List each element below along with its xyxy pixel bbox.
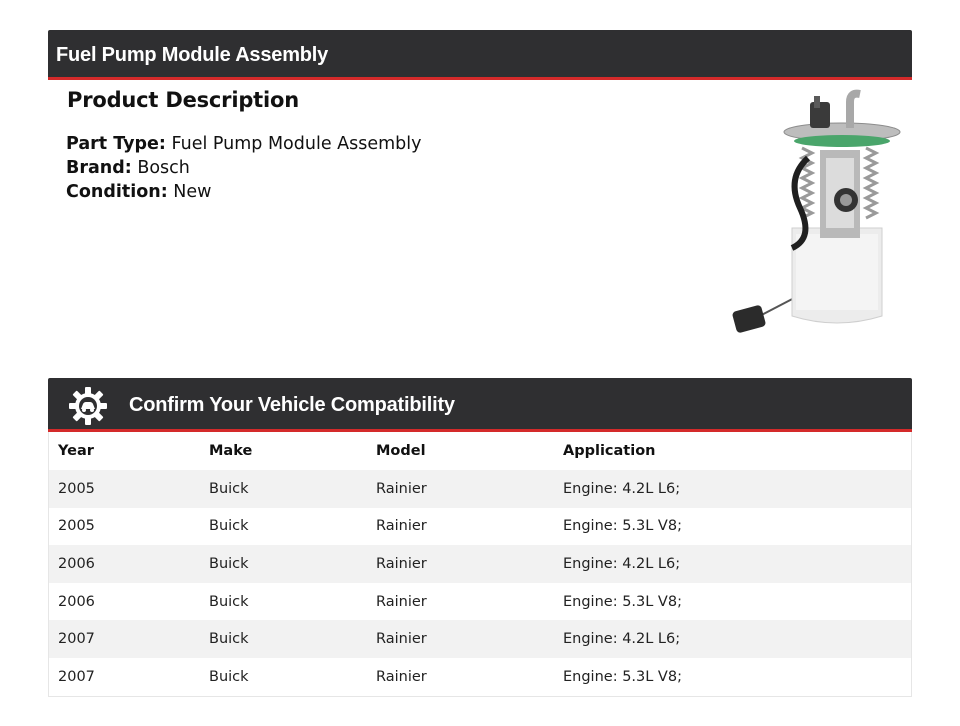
cell-model: Rainier xyxy=(367,508,554,546)
cell-model: Rainier xyxy=(367,583,554,621)
cell-application: Engine: 4.2L L6; xyxy=(554,545,912,583)
product-image xyxy=(722,88,912,344)
product-title: Fuel Pump Module Assembly xyxy=(56,44,329,66)
fuel-pump-illustration xyxy=(722,88,912,344)
column-model: Model xyxy=(376,443,426,459)
spec-value: Bosch xyxy=(137,158,190,178)
cell-application: Engine: 4.2L L6; xyxy=(554,620,912,658)
spec-value: Fuel Pump Module Assembly xyxy=(171,134,422,154)
cell-model: Rainier xyxy=(367,620,554,658)
description-heading: Product Description xyxy=(67,88,299,112)
spec-brand xyxy=(66,156,422,180)
cell-year: 2005 xyxy=(49,508,201,546)
table-row xyxy=(49,545,912,583)
spec-part-type xyxy=(66,132,422,156)
column-year: Year xyxy=(58,443,94,459)
column-make: Make xyxy=(209,443,253,459)
spec-label: Part Type: xyxy=(66,134,166,154)
cell-application: Engine: 5.3L V8; xyxy=(554,658,912,696)
cell-make: Buick xyxy=(200,583,367,621)
cell-make: Buick xyxy=(200,508,367,546)
cell-make: Buick xyxy=(200,658,367,696)
cell-model: Rainier xyxy=(367,545,554,583)
spec-label: Condition: xyxy=(66,182,168,202)
gear-car-icon xyxy=(68,386,108,426)
compatibility-table xyxy=(48,432,912,697)
spec-condition xyxy=(66,180,422,204)
table-row xyxy=(49,583,912,621)
cell-year: 2005 xyxy=(49,470,201,508)
cell-year: 2007 xyxy=(49,658,201,696)
compatibility-banner xyxy=(48,378,912,432)
cell-make: Buick xyxy=(200,620,367,658)
cell-application: Engine: 5.3L V8; xyxy=(554,583,912,621)
table-row xyxy=(49,620,912,658)
cell-make: Buick xyxy=(200,545,367,583)
compatibility-title: Confirm Your Vehicle Compatibility xyxy=(129,394,455,416)
product-description xyxy=(66,88,422,204)
cell-application: Engine: 5.3L V8; xyxy=(554,508,912,546)
table-row xyxy=(49,508,912,546)
table-header-row xyxy=(49,432,912,470)
cell-year: 2006 xyxy=(49,545,201,583)
cell-make: Buick xyxy=(200,470,367,508)
table-row xyxy=(49,658,912,696)
cell-model: Rainier xyxy=(367,658,554,696)
table-row xyxy=(49,470,912,508)
spec-label: Brand: xyxy=(66,158,132,178)
spec-value: New xyxy=(173,182,212,202)
cell-year: 2006 xyxy=(49,583,201,621)
cell-application: Engine: 4.2L L6; xyxy=(554,470,912,508)
cell-year: 2007 xyxy=(49,620,201,658)
product-title-banner xyxy=(48,30,912,80)
cell-model: Rainier xyxy=(367,470,554,508)
column-application: Application xyxy=(563,443,656,459)
